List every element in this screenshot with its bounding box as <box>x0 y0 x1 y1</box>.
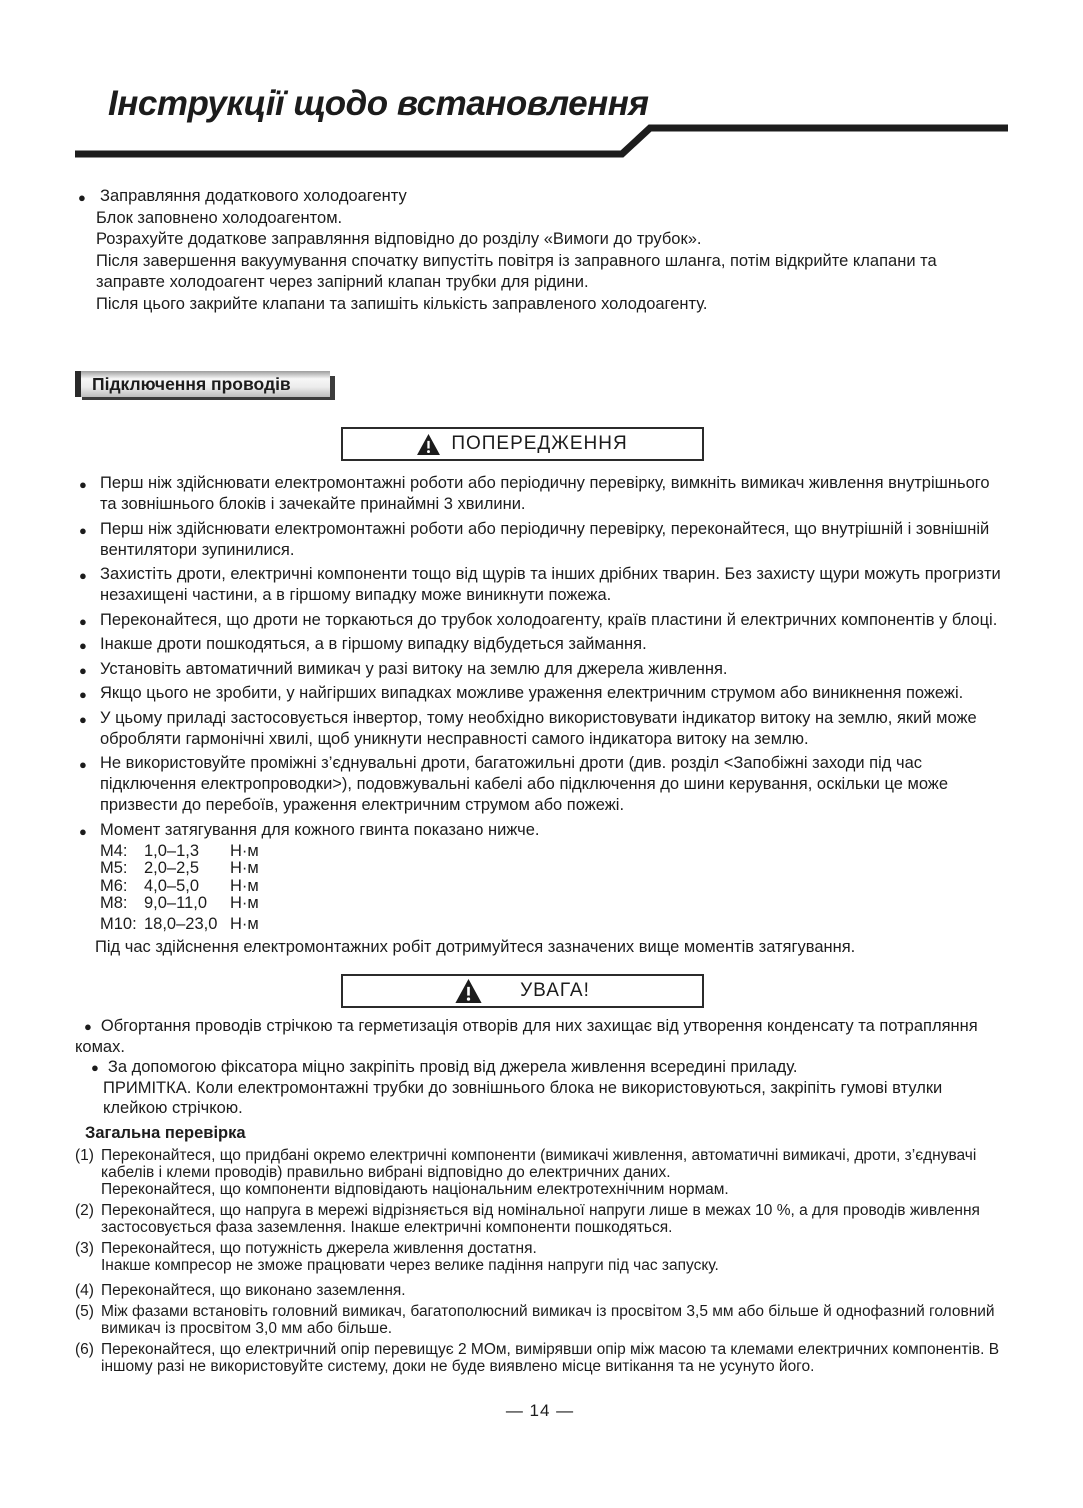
torque-row <box>100 878 1005 896</box>
check-item-note: Переконайтеся, що компоненти відповідають національним електротехнічним нормам. <box>101 1181 729 1198</box>
check-item-number: (1) <box>75 1147 94 1164</box>
page-number: — 14 — <box>505 1401 575 1420</box>
torque-screw: М5: <box>100 859 128 877</box>
page-content <box>0 186 1083 1421</box>
check-item-number: (3) <box>75 1240 94 1257</box>
check-item <box>75 1341 1005 1375</box>
caution-item-text: За допомогою фіксатора міцно закріпіть провід від джерела живлення всередині приладу. <box>107 1058 798 1076</box>
torque-screw: М4: <box>100 841 128 860</box>
warning-item-text: Установіть автоматичний вимикач у разі витоку на землю для джерела живлення. <box>100 659 728 678</box>
refrigerant-paragraph: Після цього закрийте клапани та запишіть кількість заправленого холодоагенту. <box>96 294 708 313</box>
warning-item-text: Переконайтеся, що дроти не торкаються до трубок холодоагенту, країв пластини й електричних компонентів у блоці. <box>100 610 998 629</box>
torque-screw: М8: <box>100 894 128 912</box>
torque-unit: Н·м <box>230 859 259 877</box>
refrigerant-paragraph: Розрахуйте додаткове заправляння відповідно до розділу «Вимоги до трубок». <box>96 230 702 248</box>
warning-item <box>75 564 1005 606</box>
check-item-text: Переконайтеся, що напруга в мережі відрізняється від номінальної напруги лише в межах 10 %, а для проводів живлення застосовується фаза заземлення. Інакше електричні компоненти пошкодяться. <box>101 1202 980 1236</box>
caution-box <box>341 974 704 1008</box>
page-title: Інструкції щодо встановлення <box>108 84 649 123</box>
warning-item-text: Захистіть дроти, електричні компоненти тощо від щурів та інших дрібних тварин. Без захисту щури можуть прогризти незахищені частини, а в гіршому випадку може виникнути пожежа. <box>100 565 1001 604</box>
warning-item <box>75 659 1005 680</box>
torque-row <box>100 895 1005 913</box>
check-item <box>75 1202 1005 1236</box>
warning-item-text: Момент затягування для кожного гвинта показано нижче. <box>100 820 540 839</box>
refrigerant-heading: ● Заправляння додаткового холодоагенту <box>78 186 1005 208</box>
check-item-number: (5) <box>75 1303 94 1320</box>
section-label-wiring <box>75 371 330 397</box>
warning-box-label: ПОПЕРЕДЖЕННЯ <box>451 433 628 454</box>
warning-list <box>75 473 1005 933</box>
torque-unit: Н·м <box>230 841 259 860</box>
check-item-number: (4) <box>75 1282 94 1299</box>
check-item-text: Переконайтеся, що придбані окремо електричні компоненти (вимикачі живлення, автоматичні вимикачі, дроти, з’єднувачі кабелів і клеми проводів) правильно вибрані відповідно до електричних даних. <box>101 1147 977 1181</box>
caution-box-label: УВАГА! <box>520 980 590 1001</box>
check-item-note: Інакше компресор не зможе працювати через велике падіння напруги під час запуску. <box>101 1257 719 1274</box>
refrigerant-paragraph: Блок заповнено холодоагентом. <box>96 208 343 227</box>
warning-item-text: Не використовуйте проміжні з’єднувальні дроти, багатожильні дроти (див. розділ <Запобіжні заходи під час підключення електропроводки>), подовжувальні кабелі або підключення до шини керування, оскільки це може призвести до перебоїв, ураження електричним струмом або пожежі. <box>100 754 949 814</box>
warning-item <box>75 820 1005 934</box>
check-item-text: Переконайтеся, що електричний опір перевищує 2 МОм, вимірявши опір між масою та клемами електричних компонентів. В іншому разі не використовуйте систему, доки не буде виявлено місце витікання та не усунуто його. <box>101 1341 1000 1375</box>
torque-screw: М10: <box>100 914 137 933</box>
warning-item <box>75 634 1005 655</box>
title-underline-swoosh <box>73 120 1010 164</box>
torque-note: Під час здійснення електромонтажних робіт дотримуйтеся зазначених вище моментів затягування. <box>95 938 856 956</box>
general-check-list <box>75 1147 1005 1375</box>
torque-table <box>100 843 1005 934</box>
check-item-text: Переконайтеся, що потужність джерела живлення достатня. <box>101 1240 537 1257</box>
warning-item <box>75 683 1005 704</box>
check-item <box>75 1282 1005 1299</box>
warning-item <box>75 610 1005 631</box>
warning-item-text: У цьому приладі застосовується інвертор, тому необхідно використовувати індикатор витоку на землю, який може обробляти гармонічні хвилі, щоб уникнути несправності самого індикатора витоку на землю. <box>100 708 977 748</box>
warning-item <box>75 519 1005 561</box>
torque-range: 18,0–23,0 <box>144 914 218 933</box>
caution-item <box>75 1057 1005 1078</box>
warning-item-text: Перш ніж здійснювати електромонтажні роботи або періодичну перевірку, переконайтеся, що внутрішній і зовнішній вентилятори зупинилися. <box>100 519 990 559</box>
refrigerant-paragraph: Після завершення вакуумування спочатку випустіть повітря із заправного шланга, потім відкрийте клапани та заправте холодоагент через запірний клапан трубки для рідини. <box>96 251 937 291</box>
torque-row <box>100 860 1005 878</box>
refrigerant-section <box>75 186 1005 315</box>
bullet-icon <box>91 1058 108 1076</box>
check-item <box>75 1147 1005 1198</box>
torque-range: 1,0–1,3 <box>144 841 200 860</box>
check-item-number: (6) <box>75 1341 94 1358</box>
torque-row <box>100 916 1005 934</box>
warning-item-text: Якщо цього не зробити, у найгірших випадках можливе ураження електричним струмом або виникнення пожежі. <box>100 684 964 702</box>
torque-row <box>100 843 1005 861</box>
torque-range: 2,0–2,5 <box>144 859 200 877</box>
page-header <box>0 0 1083 166</box>
check-item <box>75 1303 1005 1337</box>
caution-note: ПРИМІТКА. Коли електромонтажні трубки до зовнішнього блока не використовуються, закріпіть гумові втулки клейкою стрічкою. <box>103 1079 943 1117</box>
warning-triangle-icon <box>417 434 440 455</box>
warning-item <box>75 708 1005 750</box>
check-item <box>75 1240 1005 1274</box>
torque-unit: Н·м <box>230 876 259 895</box>
caution-item <box>75 1016 1005 1057</box>
warning-item-text: Перш ніж здійснювати електромонтажні роботи або періодичну перевірку, вимкніть вимикач живлення внутрішнього та зовнішнього блоків і зачекайте принаймні 3 хвилини. <box>100 474 990 513</box>
torque-range: 9,0–11,0 <box>144 894 208 912</box>
check-item-number: (2) <box>75 1202 94 1219</box>
torque-unit: Н·м <box>230 894 259 912</box>
caution-triangle-icon <box>455 979 482 1003</box>
bullet-icon <box>84 1017 101 1035</box>
torque-unit: Н·м <box>230 914 259 933</box>
warning-box <box>341 427 704 461</box>
general-check-heading: Загальна перевірка <box>85 1124 246 1142</box>
warning-item <box>75 753 1005 816</box>
warning-item-text: Інакше дроти пошкодяться, а в гіршому випадку відбудеться займання. <box>100 635 647 653</box>
caution-section <box>75 1016 1005 1118</box>
check-item-text: Між фазами встановіть головний вимикач, багатополюсний вимикач із просвітом 3,5 мм або більше й однофазний головний вимикач із просвітом 3,0 мм або більше. <box>101 1303 995 1337</box>
caution-item-text: Обгортання проводів стрічкою та герметизація отворів для них захищає від утворення конденсату та потрапляння комах. <box>75 1017 978 1056</box>
check-item-text: Переконайтеся, що виконано заземлення. <box>101 1282 406 1299</box>
torque-range: 4,0–5,0 <box>144 876 200 895</box>
warning-item <box>75 473 1005 515</box>
section-label-text: Підключення проводів <box>92 373 291 394</box>
torque-screw: М6: <box>100 876 128 895</box>
